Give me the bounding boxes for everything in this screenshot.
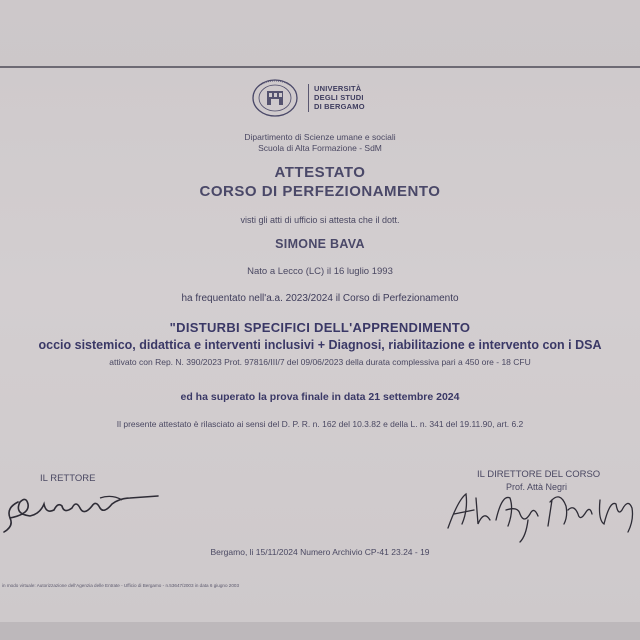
bottom-edge [0,622,640,640]
recipient-name: SIMONE BAVA [275,237,365,251]
logo-divider [308,84,309,112]
exam-passed-text: ed ha superato la prova finale in data 21 settembre 2024 [180,391,460,403]
rettore-signature-icon [0,484,170,540]
rettore-label: IL RETTORE [40,473,96,484]
university-logo [250,76,390,120]
department: Dipartimento di Scienze umane e sociali [244,132,396,142]
activation-details: attivato con Rep. N. 390/2023 Prot. 97816/III/7 del 09/06/2023 della durata complessiva pari a 450 ore - 18 CFU [109,357,531,367]
director-name: Prof. Attà Negri [506,482,568,492]
director-label: IL DIRETTORE DEL CORSO [477,469,601,480]
legal-reference: Il presente attestato è rilasciato ai sensi del D. P. R. n. 162 del 10.3.82 e della L. n. 341 del 19.11.90, art. 6.2 [116,419,524,429]
place-date-archive: Bergamo, li 15/11/2024 Numero Archivio CP-41 23.24 - 19 [210,547,430,557]
university-name-line3: DI BERGAMO [314,102,365,111]
attestation-text: visti gli atti di ufficio si attesta che il dott. [240,215,400,225]
school: Scuola di Alta Formazione - SdM [258,143,382,153]
course-title-line1: "DISTURBI SPECIFICI DELL'APPRENDIMENTO [169,320,471,335]
university-name-line2: DEGLI STUDI [314,93,364,102]
university-name [314,84,365,111]
attendance-text: ha frequentato nell'a.a. 2023/2024 il Corso di Perfezionamento [181,293,459,304]
certificate-title: ATTESTATO [274,164,366,181]
birth-info: Nato a Lecco (LC) il 16 luglio 1993 [247,266,393,277]
university-seal-icon [250,78,300,118]
university-name-line1: UNIVERSITÀ [314,84,362,93]
director-signature-icon [440,480,640,550]
certificate-subtitle: CORSO DI PERFEZIONAMENTO [199,183,441,200]
course-title-line2: occio sistemico, didattica e interventi inclusivi + Diagnosi, riabilitazione e intervento con i DSA [38,338,602,352]
stamp-duty-notice: in modo virtuale: Autorizzazione dell'Agenzia delle Entrate - Ufficio di Bergamo - n.53647/2003 in data 6 giugno 2003 [2,583,240,588]
